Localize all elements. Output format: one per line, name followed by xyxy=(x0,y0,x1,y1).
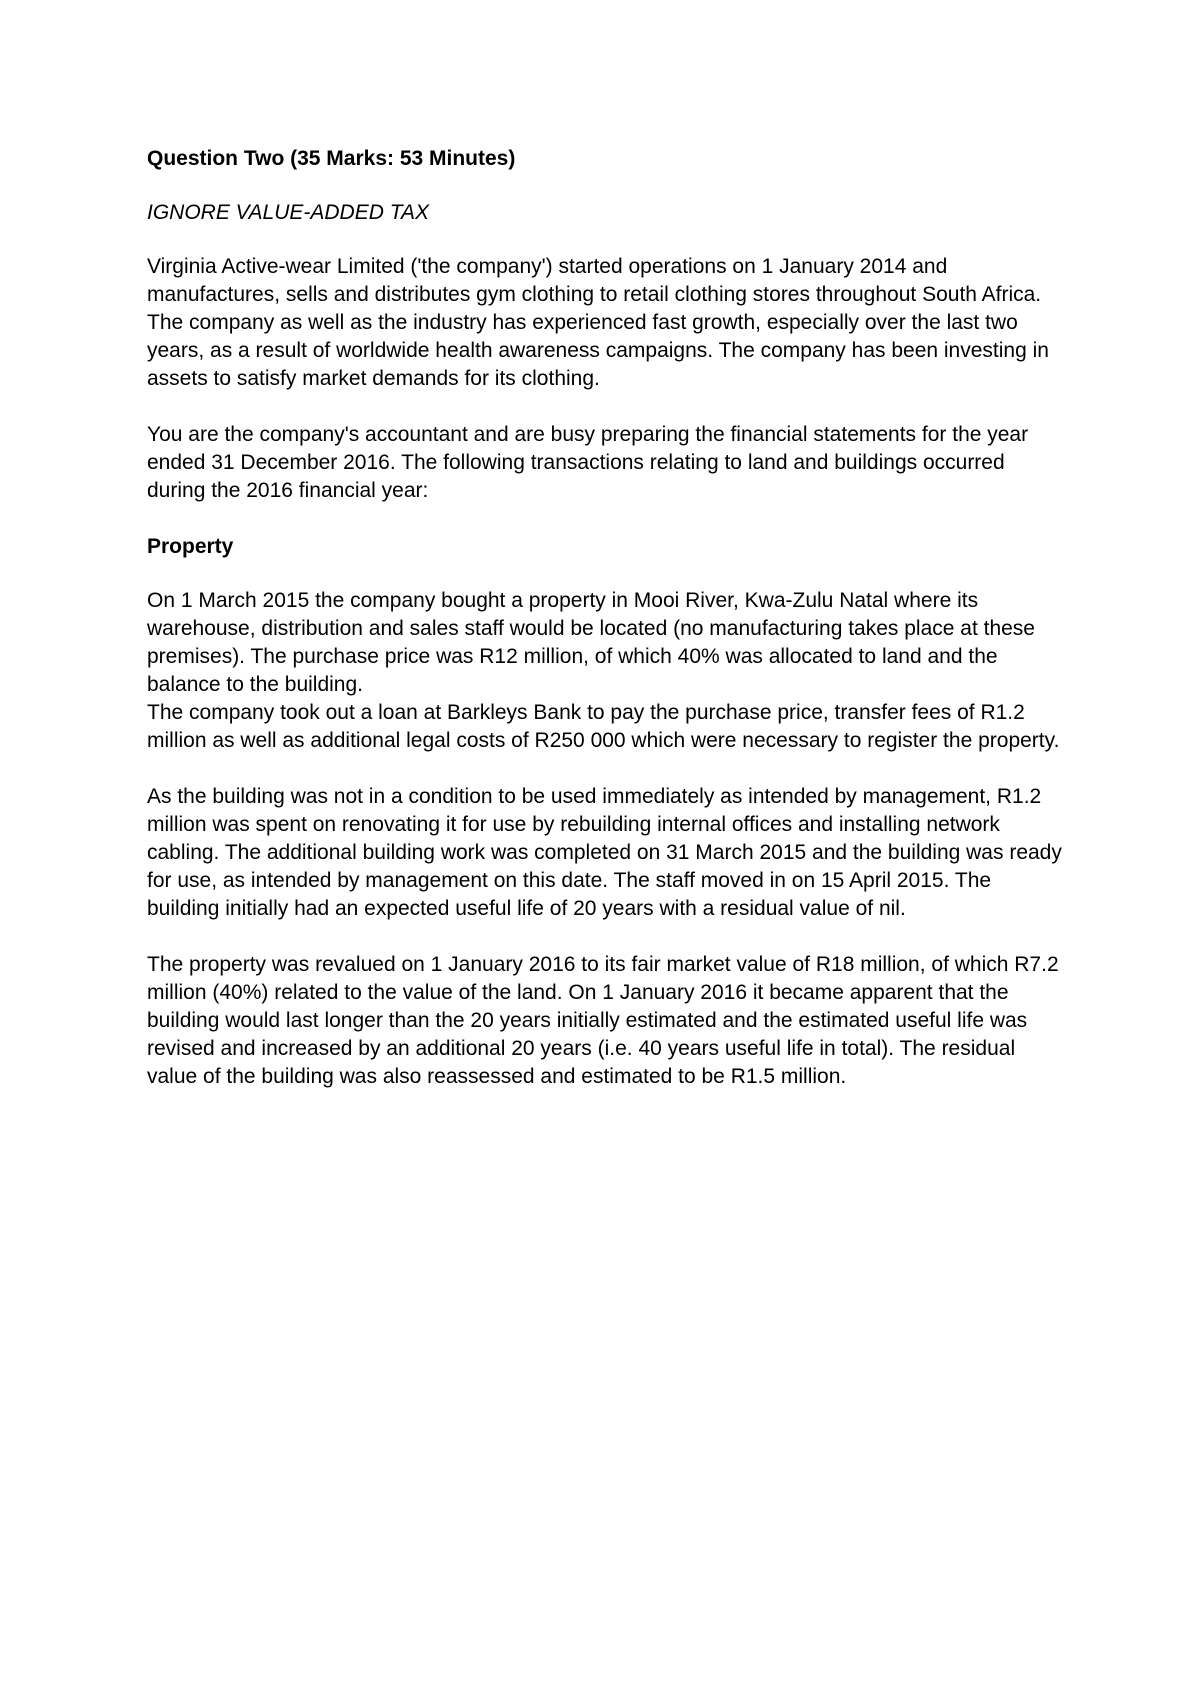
property-paragraph: The property was revalued on 1 January 2016 to its fair market value of R18 million, of which R7.2 million (40%) related to the value of the land. On 1 January 2016 it became apparent that the building would last longer than the 20 years initially estimated and the estimated useful life was revised and increased by an additional 20 years (i.e. 40 years useful life in total). The residual value of the building was also reassessed and estimated to be R1.5 million. xyxy=(147,953,1059,1088)
property-paragraph: As the building was not in a condition to be used immediately as intended by management, R1.2 million was spent on renovating it for use by rebuilding internal offices and installing network cabling. The additional building work was completed on 31 March 2015 and the building was ready for use, as intended by management on this date. The staff moved in on 15 April 2015. The building initially had an expected useful life of 20 years with a residual value of nil. xyxy=(147,785,1062,920)
instruction-subtitle: IGNORE VALUE-ADDED TAX xyxy=(147,201,430,224)
document-page xyxy=(147,145,1067,1119)
property-paragraph: The company took out a loan at Barkleys Bank to pay the purchase price, transfer fees of R1.2 million as well as additional legal costs of R250 000 which were necessary to register the property. xyxy=(147,701,1060,752)
section-heading-property: Property xyxy=(147,535,234,558)
question-title: Question Two (35 Marks: 53 Minutes) xyxy=(147,147,516,170)
intro-paragraph: Virginia Active-wear Limited ('the company') started operations on 1 January 2014 and manufactures, sells and distributes gym clothing to retail clothing stores throughout South Africa. The company as well as the industry has experienced fast growth, especially over the last two years, as a result of worldwide health awareness campaigns. The company has been investing in assets to satisfy market demands for its clothing. xyxy=(147,255,1049,390)
context-paragraph: You are the company's accountant and are busy preparing the financial statements for the year ended 31 December 2016. The following transactions relating to land and buildings occurred during the 2016 financial year: xyxy=(147,423,1029,502)
property-paragraph: On 1 March 2015 the company bought a property in Mooi River, Kwa-Zulu Natal where its warehouse, distribution and sales staff would be located (no manufacturing takes place at these premises). The purchase price was R12 million, of which 40% was allocated to land and the balance to the building. xyxy=(147,589,1035,696)
